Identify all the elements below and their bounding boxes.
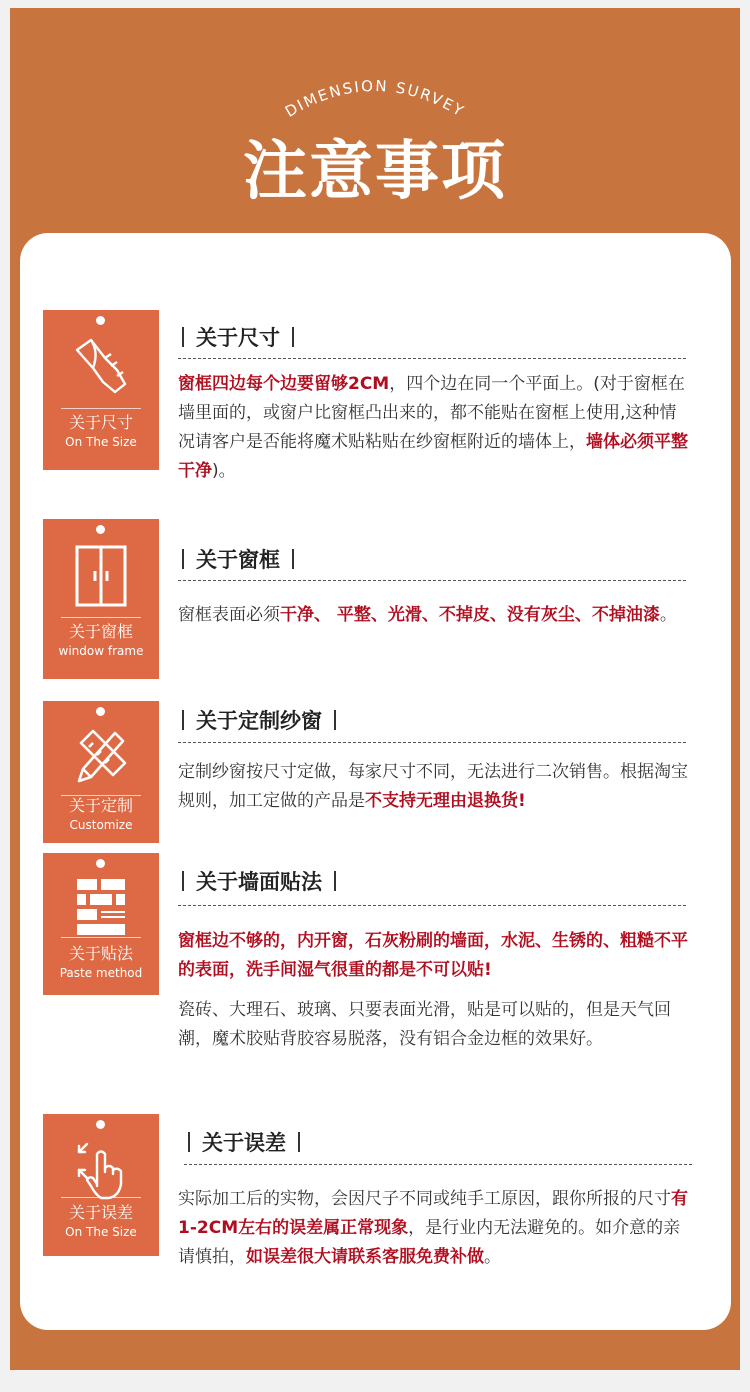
body-text: ，四个边在同一个平面上。(对于窗框在墙里面的，或窗户比窗框凸出来的，都不能贴在窗框上使用,这种情况请客户是否能将魔术贴粘贴在纱窗框附近的墙体上， <box>178 374 685 452</box>
measuring-tape-icon <box>71 332 131 398</box>
highlight-text: 窗框边不够的，内开窗，石灰粉刷的墙面，水泥、生锈的、粗糙不平的表面，洗手间湿气很重的都是不可以贴! <box>178 931 688 980</box>
badge-rule <box>61 617 141 618</box>
badge-sublabel: window frame <box>58 644 144 658</box>
badge-hole <box>96 525 105 534</box>
tap-hand-icon <box>71 1136 131 1202</box>
body-text: 。 <box>484 1247 501 1267</box>
dotted-divider <box>178 580 686 581</box>
dotted-divider <box>178 905 686 906</box>
section-title: 关于定制纱窗 <box>170 705 348 735</box>
highlight-text: 窗框四边每个边要留够2CM <box>178 374 390 394</box>
highlight-text: 干净、 平整、光滑、不掉皮、没有灰尘、不掉油漆 <box>280 605 660 625</box>
top-strip <box>0 0 750 8</box>
body-text: )。 <box>212 461 236 481</box>
section-paragraph <box>178 1185 688 1272</box>
badge-label: 关于定制 <box>68 796 133 815</box>
badge-hole <box>96 859 105 868</box>
badge-hole <box>96 316 105 325</box>
badge-sublabel: On The Size <box>65 435 137 449</box>
badge-rule <box>61 408 141 409</box>
page-title: 注意事项 <box>243 135 507 209</box>
badge-label: 关于窗框 <box>68 622 133 641</box>
section-paragraph <box>178 758 688 816</box>
highlight-text: 墙体必须平整干净 <box>178 432 688 481</box>
section-title: 关于尺寸 <box>170 322 306 352</box>
section-paragraph <box>178 601 688 630</box>
badge-sublabel: Customize <box>69 818 133 832</box>
badge-customize <box>43 701 159 843</box>
body-text: 。 <box>659 605 677 625</box>
brick-wall-icon <box>71 875 131 941</box>
section-title: 关于误差 <box>176 1127 312 1157</box>
badge-hole <box>96 707 105 716</box>
section-paragraph-warning <box>178 927 688 985</box>
badge-label: 关于误差 <box>68 1203 133 1222</box>
badge-label: 关于贴法 <box>68 944 133 963</box>
section-title: 关于墙面贴法 <box>170 866 348 896</box>
arc-subtitle <box>0 30 750 120</box>
arc-subtitle-text: DIMENSION SURVEY <box>282 76 469 120</box>
window-frame-icon <box>71 541 131 607</box>
badge-sublabel: Paste method <box>59 966 143 980</box>
body-text: 窗框表面必须 <box>178 605 280 625</box>
badge-label: 关于尺寸 <box>68 413 133 432</box>
section-title: 关于窗框 <box>170 544 306 574</box>
badge-tolerance <box>43 1114 159 1256</box>
section-paragraph <box>178 370 688 486</box>
pencil-ruler-icon <box>71 723 131 789</box>
svg-text:DIMENSION SURVEY <box>282 77 468 120</box>
badge-sublabel: On The Size <box>65 1225 137 1239</box>
dotted-divider <box>178 358 686 359</box>
dotted-divider <box>184 1164 692 1165</box>
highlight-text: 有1-2CM左右的误差属正常现象 <box>178 1189 688 1238</box>
badge-hole <box>96 1120 105 1129</box>
body-text: 瓷砖、大理石、玻璃、只要表面光滑，贴是可以贴的，但是天气回潮，魔术胶贴背胶容易脱落，没有铝合金边框的效果好。 <box>178 1000 671 1049</box>
body-text: 实际加工后的实物，会因尺子不同或纯手工原因，跟你所报的尺寸 <box>178 1189 671 1209</box>
badge-paste-method <box>43 853 159 995</box>
badge-rule <box>61 1197 141 1198</box>
body-text: 定制纱窗按尺寸定做，每家尺寸不同，无法进行二次销售。根据淘宝规则，加工定做的产品是 <box>178 762 688 811</box>
body-text: ，是行业内无法避免的。如介意的亲请慎拍， <box>178 1218 681 1267</box>
badge-size <box>43 310 159 470</box>
highlight-text: 如误差很大请联系客服免费补做 <box>246 1247 484 1267</box>
badge-window-frame <box>43 519 159 679</box>
badge-rule <box>61 937 141 938</box>
section-paragraph <box>178 996 688 1054</box>
dotted-divider <box>178 742 686 743</box>
highlight-text: 不支持无理由退换货! <box>365 791 526 811</box>
